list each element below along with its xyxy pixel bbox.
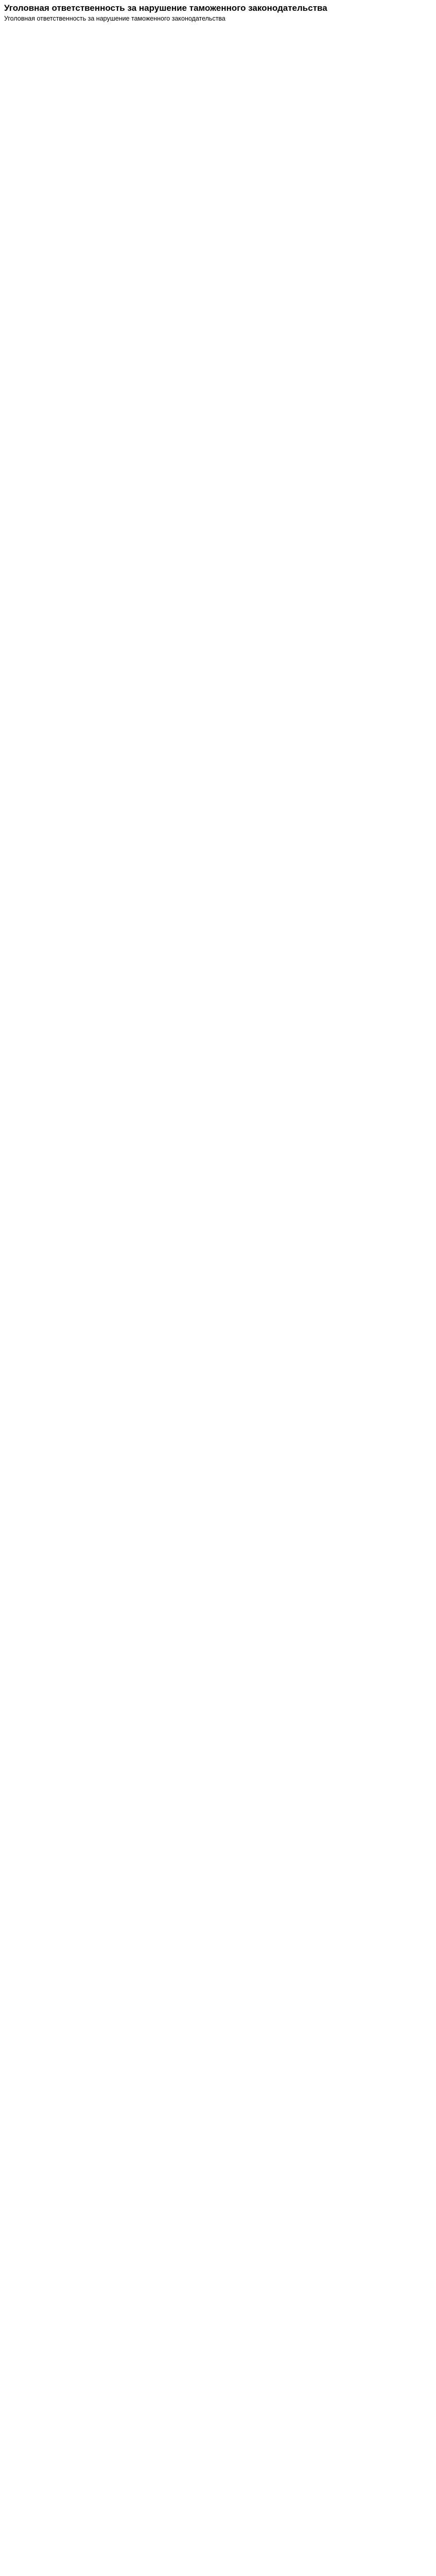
paragraph	[4, 30, 432, 39]
scheme-text	[4, 311, 432, 319]
paragraph	[4, 609, 432, 618]
list-item	[4, 422, 432, 431]
paragraph	[4, 67, 432, 76]
paragraph	[4, 590, 432, 599]
list-item	[4, 460, 432, 468]
scheme-text	[4, 292, 432, 300]
scheme-text	[4, 255, 432, 263]
scheme-item	[4, 348, 432, 356]
list-item	[4, 497, 432, 505]
paragraph	[4, 404, 432, 412]
paragraph	[4, 105, 432, 113]
paragraph	[4, 366, 432, 375]
scheme-text	[4, 329, 432, 337]
scheme-text	[4, 273, 432, 281]
closing-section	[4, 590, 432, 618]
article-subtitle: Уголовная ответственность за нарушение таможенного законодательства	[4, 15, 225, 23]
list-item	[4, 516, 432, 524]
scheme-item	[4, 273, 432, 281]
list-item	[4, 479, 432, 487]
middle-section	[4, 366, 432, 412]
paragraph	[4, 217, 432, 225]
paragraph	[4, 87, 432, 95]
intro-section	[4, 30, 432, 244]
paragraph	[4, 198, 432, 207]
scheme-item	[4, 255, 432, 263]
paragraph	[4, 161, 432, 170]
scheme-item	[4, 311, 432, 319]
paragraph	[4, 236, 432, 244]
scheme-item	[4, 292, 432, 300]
paragraph	[4, 180, 432, 188]
scheme-item	[4, 329, 432, 337]
list-item	[4, 441, 432, 449]
paragraph	[4, 49, 432, 57]
list-item	[4, 553, 432, 562]
scheme-text	[4, 348, 432, 356]
cashing-methods-list	[4, 422, 432, 580]
paragraph	[4, 124, 432, 132]
schemes-list	[4, 255, 432, 357]
paragraph	[4, 385, 432, 394]
article-title: Уголовная ответственность за нарушение таможенного законодательства	[4, 3, 327, 13]
paragraph	[4, 142, 432, 150]
list-item	[4, 535, 432, 543]
list-item	[4, 572, 432, 580]
